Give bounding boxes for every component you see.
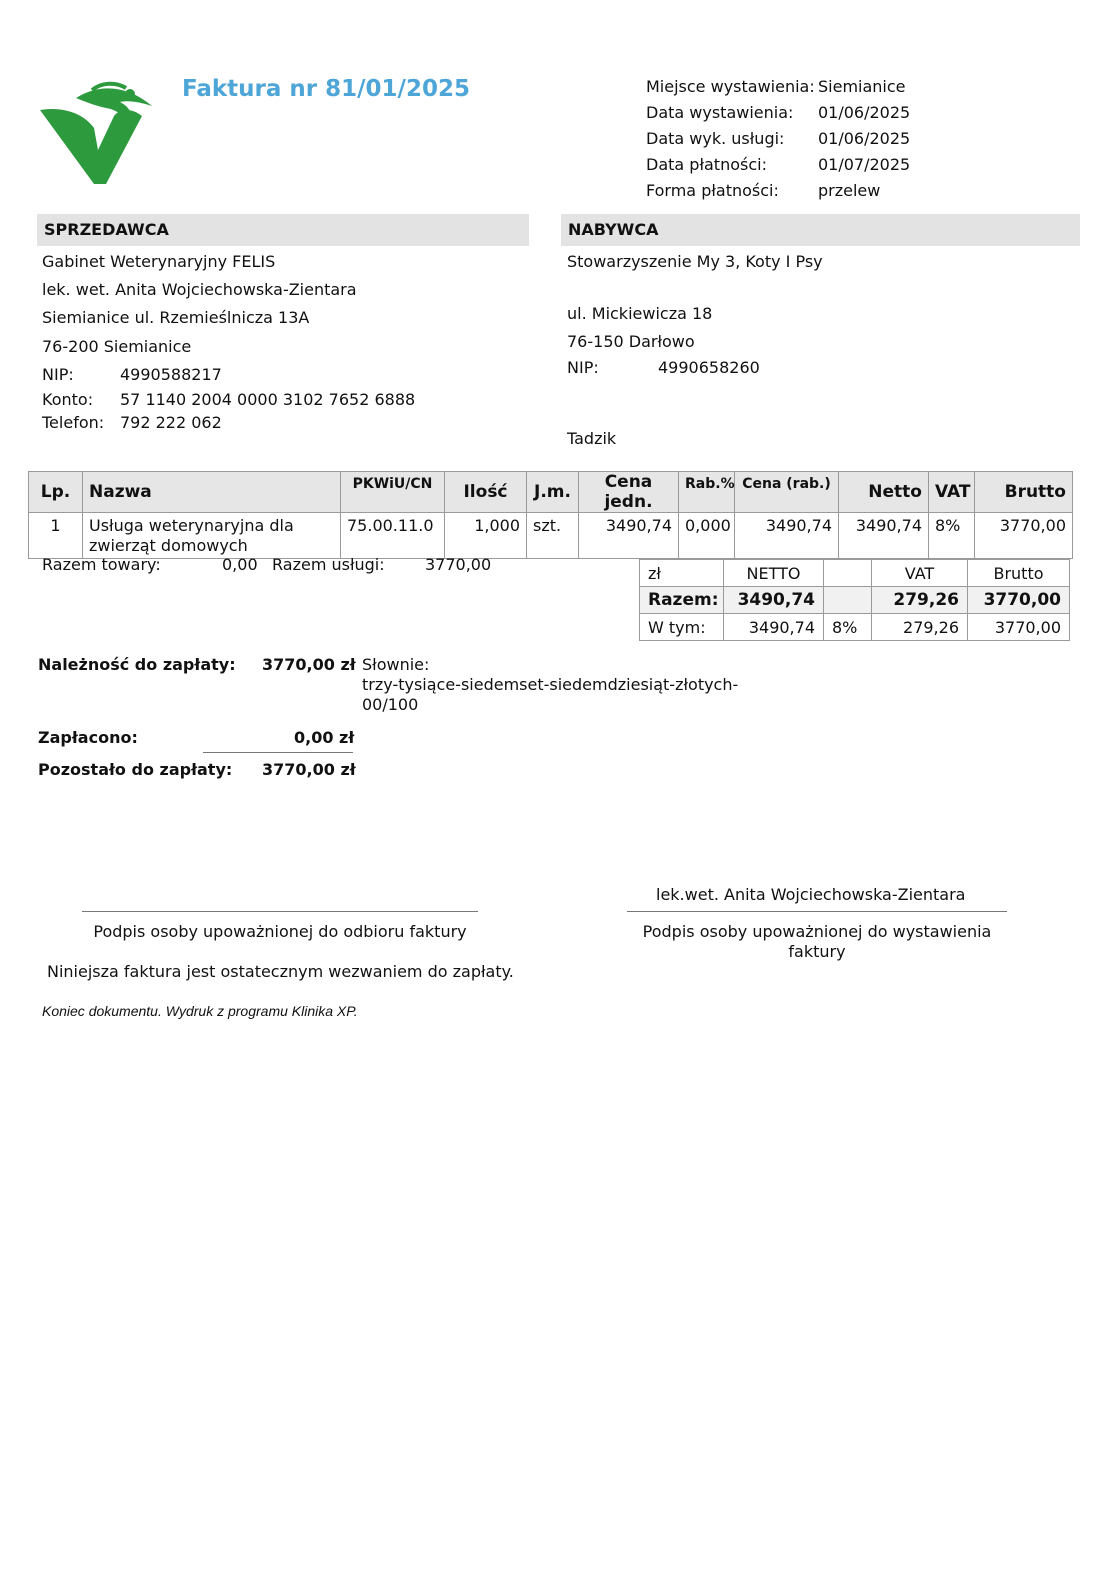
goods-total-label: Razem towary:	[42, 555, 161, 574]
buyer-block	[567, 252, 1067, 452]
col-name: Nazwa	[83, 472, 341, 513]
seller-nip-label: NIP:	[42, 365, 74, 384]
in-words-line-1: trzy-tysiące-siedemset-siedemdziesiąt-złotych-	[362, 675, 739, 694]
summary-total-row	[640, 587, 1070, 614]
summary-net-header: NETTO	[724, 560, 824, 587]
summary-gross-header: Brutto	[968, 560, 1070, 587]
invoice-title: Faktura nr 81/01/2025	[182, 76, 470, 102]
paid-label: Zapłacono:	[38, 728, 138, 747]
buyer-note: Tadzik	[567, 429, 617, 448]
issuer-signature-line	[627, 911, 1007, 912]
seller-city: 76-200 Siemianice	[42, 337, 192, 356]
document-end-note: Koniec dokumentu. Wydruk z programu Klinika XP.	[42, 1003, 358, 1019]
summary-currency: zł	[640, 560, 724, 587]
company-logo	[36, 80, 160, 192]
summary-including-vat: 279,26	[872, 614, 968, 641]
summary-including-gross: 3770,00	[968, 614, 1070, 641]
col-qty: Ilość	[445, 472, 527, 513]
summary-including-rate: 8%	[824, 614, 872, 641]
summary-total-gross: 3770,00	[968, 587, 1070, 614]
summary-including-net: 3490,74	[724, 614, 824, 641]
services-total: 3770,00	[425, 555, 492, 574]
in-words-line-2: 00/100	[362, 695, 419, 714]
summary-total-rate	[824, 587, 872, 614]
seller-street: Siemianice ul. Rzemieślnicza 13A	[42, 308, 310, 327]
col-lp: Lp.	[29, 472, 83, 513]
cell-unit: szt.	[527, 513, 579, 559]
col-discounted-price: Cena (rab.)	[735, 472, 839, 513]
summary-total-vat: 279,26	[872, 587, 968, 614]
services-total-label: Razem usługi:	[272, 555, 385, 574]
issuer-name: lek.wet. Anita Wojciechowska-Zientara	[656, 885, 966, 904]
amount-due-label: Należność do zapłaty:	[38, 655, 236, 674]
seller-phone: 792 222 062	[120, 413, 222, 432]
seller-person: lek. wet. Anita Wojciechowska-Zientara	[42, 280, 357, 299]
paid-amount: 0,00 zł	[294, 728, 355, 747]
cell-net: 3490,74	[839, 513, 929, 559]
remaining-amount: 3770,00 zł	[262, 760, 356, 779]
table-row	[29, 513, 1073, 559]
meta-row-service-date: Data wyk. usługi: 01/06/2025	[646, 129, 911, 148]
final-notice: Niniejsza faktura jest ostatecznym wezwaniem do zapłaty.	[47, 962, 514, 981]
seller-account-label: Konto:	[42, 390, 94, 409]
summary-including-label: W tym:	[640, 614, 724, 641]
cell-vat: 8%	[929, 513, 975, 559]
vat-summary-table	[639, 559, 1070, 641]
col-vat: VAT	[929, 472, 975, 513]
col-unit: J.m.	[527, 472, 579, 513]
buyer-street: ul. Mickiewicza 18	[567, 304, 713, 323]
goods-total: 0,00	[222, 555, 258, 574]
cell-gross: 3770,00	[975, 513, 1073, 559]
meta-row-place: Miejsce wystawienia: Siemianice	[646, 77, 906, 96]
col-pkwiu: PKWiU/CN	[341, 472, 445, 513]
summary-total-label: Razem:	[640, 587, 724, 614]
summary-total-net: 3490,74	[724, 587, 824, 614]
cell-discount: 0,000	[679, 513, 735, 559]
cell-unit-price: 3490,74	[579, 513, 679, 559]
seller-block	[42, 252, 522, 442]
col-discount: Rab.%	[679, 472, 735, 513]
cell-discounted-price: 3490,74	[735, 513, 839, 559]
buyer-nip-label: NIP:	[567, 358, 599, 377]
summary-header-row	[640, 560, 1070, 587]
meta-row-payment-method: Forma płatności: przelew	[646, 181, 881, 200]
cell-name: Usługa weterynaryjna dla zwierząt domowych	[83, 513, 341, 559]
col-gross: Brutto	[975, 472, 1073, 513]
buyer-heading: NABYWCA	[561, 214, 1080, 246]
paid-divider	[203, 752, 353, 753]
seller-account: 57 1140 2004 0000 3102 7652 6888	[120, 390, 416, 409]
remaining-label: Pozostało do zapłaty:	[38, 760, 233, 779]
cell-qty: 1,000	[445, 513, 527, 559]
seller-phone-label: Telefon:	[42, 413, 105, 432]
buyer-city: 76-150 Darłowo	[567, 332, 695, 351]
in-words-label: Słownie:	[362, 655, 430, 674]
buyer-nip: 4990658260	[658, 358, 760, 377]
items-header-row	[29, 472, 1073, 513]
summary-empty-header	[824, 560, 872, 587]
seller-heading: SPRZEDAWCA	[37, 214, 529, 246]
issuer-signature-caption-2: faktury	[788, 942, 846, 961]
seller-name: Gabinet Weterynaryjny FELIS	[42, 252, 276, 271]
items-table	[28, 471, 1073, 559]
col-net: Netto	[839, 472, 929, 513]
cell-lp: 1	[29, 513, 83, 559]
summary-vat-header: VAT	[872, 560, 968, 587]
seller-nip: 4990588217	[120, 365, 222, 384]
cell-pkwiu: 75.00.11.0	[341, 513, 445, 559]
col-unit-price: Cena jedn.	[579, 472, 679, 513]
amount-due: 3770,00 zł	[262, 655, 356, 674]
summary-including-row	[640, 614, 1070, 641]
issuer-signature-caption-1: Podpis osoby upoważnionej do wystawienia	[642, 922, 992, 941]
invoice-meta	[646, 74, 910, 204]
buyer-name: Stowarzyszenie My 3, Koty I Psy	[567, 252, 823, 271]
receiver-signature-caption: Podpis osoby upoważnionej do odbioru faktury	[93, 922, 467, 941]
meta-row-issue-date: Data wystawienia: 01/06/2025	[646, 103, 911, 122]
receiver-signature-line	[82, 911, 478, 912]
meta-row-payment-date: Data płatności: 01/07/2025	[646, 155, 911, 174]
